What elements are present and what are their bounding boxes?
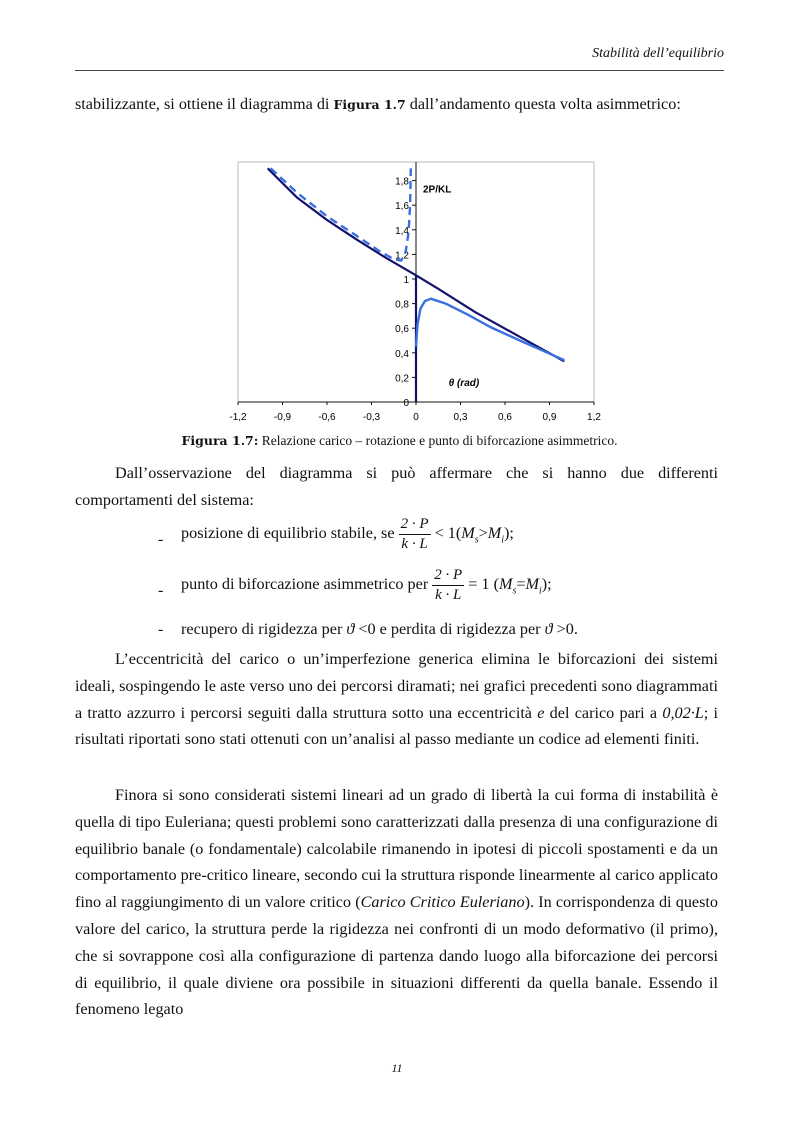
paragraph-eccentricity xyxy=(75,646,718,753)
subscript-s: s xyxy=(474,534,479,546)
x-tick-label: 0 xyxy=(413,412,419,423)
p2-text-b: del carico pari a xyxy=(544,703,663,722)
figure-chart xyxy=(228,160,608,428)
x-axis-label: θ (rad) xyxy=(448,378,480,390)
theta-symbol: ϑ xyxy=(544,620,553,638)
x-tick-label: 1,2 xyxy=(587,412,601,423)
bullet-bifurcation-text: punto di biforcazione asimmetrico per xyxy=(181,575,433,594)
moment-mi: M xyxy=(487,524,502,543)
running-header: Stabilità dell’equilibrio xyxy=(592,46,724,61)
figure-caption-label: Figura 1.7: xyxy=(181,433,259,448)
p2-text-c: ; i risultati riportati sono stati ottenuti con un’analisi al passo mediante un codice ad elementi finiti. xyxy=(75,703,718,749)
eccentricity-symbol: e xyxy=(537,703,545,722)
y-tick-label: 0,4 xyxy=(395,348,409,360)
bullet-stiffness-text-3: >0. xyxy=(552,620,578,638)
euler-critical-load-term: Carico Critico Euleriano xyxy=(360,893,525,912)
bullet-dash-2: - xyxy=(158,581,164,599)
x-tick-label: 0,3 xyxy=(453,412,468,423)
subscript-i: i xyxy=(538,585,542,597)
y-tick-label: 0,2 xyxy=(395,373,409,385)
moment-mi: M xyxy=(525,575,539,594)
closing: ); xyxy=(541,575,552,594)
subscript-i: i xyxy=(501,534,505,546)
bullet-dash-1: - xyxy=(158,530,164,548)
fraction-denominator: k · L xyxy=(401,536,428,552)
fraction-numerator: 2 · P xyxy=(432,567,464,586)
y-tick-label: 1 xyxy=(403,275,409,286)
p2-text-a: L’eccentricità del carico o un’imperfezione generica elimina le biforcazioni dei sistemi ideali, sospingendo le aste verso uno dei percorsi diramati; nei grafici precedenti sono diagrammati a tratto azzurro i percorsi seguiti dalla struttura sotto una eccentricità xyxy=(75,650,718,722)
moment-ms: M xyxy=(498,575,513,594)
y-tick-label: 1,2 xyxy=(395,250,409,262)
paragraph-euler xyxy=(75,782,718,1023)
x-tick-label: -1,2 xyxy=(229,412,247,423)
figure-caption xyxy=(75,433,724,449)
x-tick-label: -0,6 xyxy=(318,412,336,423)
y-tick-label: 0 xyxy=(403,398,409,409)
subscript-s: s xyxy=(512,585,517,597)
y-tick-label: 1,6 xyxy=(395,201,409,213)
closing: ); xyxy=(504,524,514,543)
relation: < 1( xyxy=(430,524,462,543)
y-tick-label: 1,8 xyxy=(395,176,409,188)
p3-text-b: ). In corrispondenza di questo valore del carico, la struttura perde la rigidezza nei confronti di un modo deformativo (il primo), che si sovrappone così alla configurazione di partenza dando luogo alla biforcazione dei percorsi di equilibrio, il quale diviene ora possibile in situazioni differenti da quella banale. Essendo il fenomeno legato xyxy=(75,893,719,1019)
p3-text-a: Finora si sono considerati sistemi lineari ad un grado di libertà la cui forma di instabilità è quella di tipo Euleriana; questi problemi sono caratterizzati dalla presenza di una configurazione di equilibrio banale (o fondamentale) calcolabile rimanendo in ipotesi di piccoli spostamenti e da un comportamento pre-critico lineare, secondo cui la struttura risponde linearmente al carico applicato fino al raggiungimento di un valore critico ( xyxy=(75,786,718,912)
x-tick-label: 0,6 xyxy=(498,412,512,423)
bullet-bifurcation xyxy=(181,567,552,604)
bullet-stable-text: posizione di equilibrio stabile, se xyxy=(181,524,399,543)
bullet-stiffness-text-2: <0 e perdita di rigidezza per xyxy=(354,620,545,638)
y-tick-label: 1,4 xyxy=(395,225,409,237)
theta-symbol: ϑ xyxy=(346,620,355,638)
eccentricity-value: 0,02·L xyxy=(662,703,704,722)
bullet-stiffness xyxy=(181,620,578,639)
x-tick-label: -0,3 xyxy=(362,412,381,423)
x-tick-label: 0,9 xyxy=(542,412,557,423)
intro-text-after: dall’andamento questa volta asimmetrico: xyxy=(405,95,681,113)
bullet-stiffness-text-1: recupero di rigidezza per xyxy=(181,620,347,638)
moment-ms: M xyxy=(461,524,475,543)
figure-caption-text: Relazione carico – rotazione e punto di biforcazione asimmetrico. xyxy=(258,433,618,448)
operator: = xyxy=(516,575,526,594)
header-rule xyxy=(75,70,724,71)
operator: > xyxy=(478,524,488,543)
x-tick-label: -0,9 xyxy=(273,412,292,423)
y-tick-label: 0,6 xyxy=(395,324,409,336)
intro-text-before: stabilizzante, si ottiene il diagramma di xyxy=(75,95,334,113)
y-axis-label: 2P/KL xyxy=(423,184,452,196)
figure-reference: Figura 1.7 xyxy=(333,97,406,112)
bullet-dash-3: - xyxy=(158,620,164,638)
fraction-numerator: 2 · P xyxy=(399,516,431,535)
intro-paragraph xyxy=(75,91,718,119)
relation: = 1 ( xyxy=(464,575,499,594)
page-number: 11 xyxy=(391,1061,403,1075)
paragraph-observation: Dall’osservazione del diagramma si può affermare che si hanno due differenti comportamenti del sistema: xyxy=(75,464,718,509)
fraction-2p-kl-1 xyxy=(399,516,431,553)
fraction-2p-kl-2 xyxy=(432,567,464,604)
fraction-denominator: k · L xyxy=(435,587,462,603)
y-tick-label: 0,8 xyxy=(395,299,409,311)
bullet-stable xyxy=(181,516,514,553)
